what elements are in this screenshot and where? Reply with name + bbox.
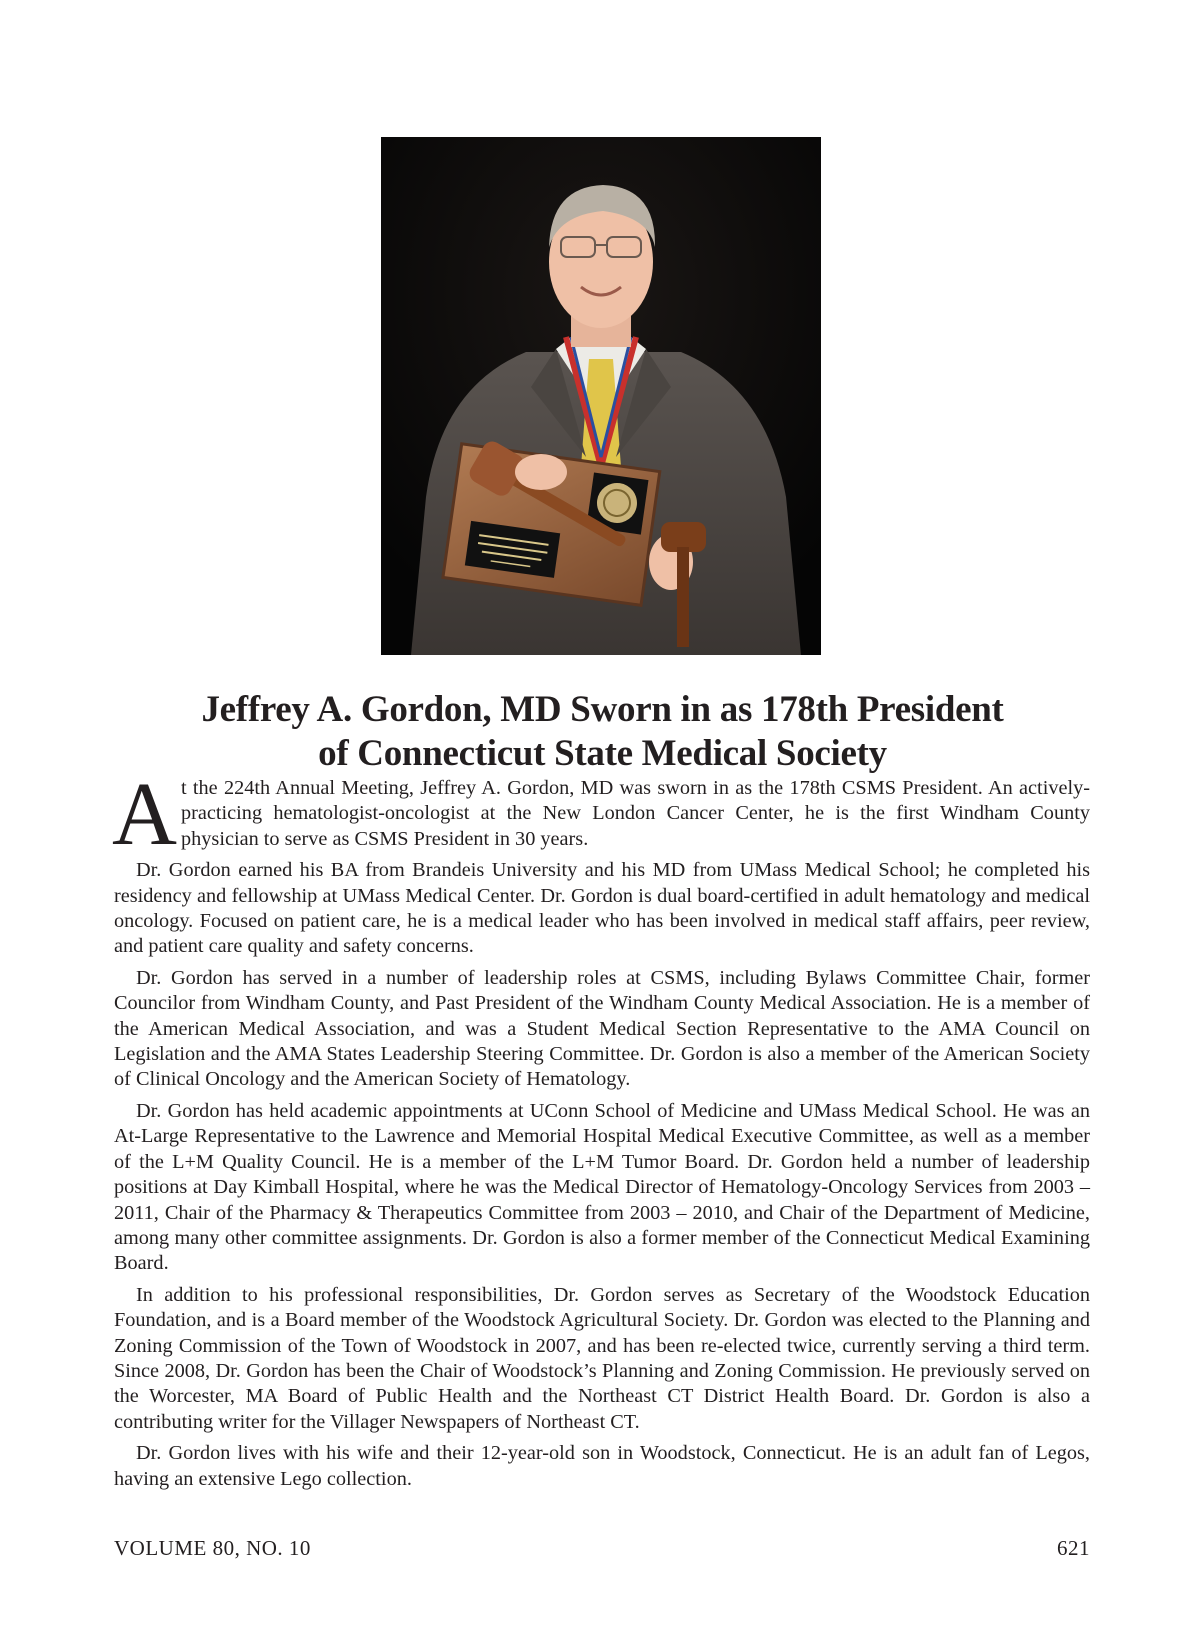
volume-label: VOLUME 80, NO. 10	[114, 1536, 311, 1560]
paragraph: Dr. Gordon earned his BA from Brandeis University and his MD from UMass Medical School; he completed his residency and fellowship at UMass Medical Center. Dr. Gordon is dual board-certified in adult hematology and medical oncology. Focused on patient care, he is a medical leader who has been involved in medical staff affairs, peer review, and patient care quality and safety concerns.	[114, 859, 1090, 958]
drop-cap: A	[112, 765, 177, 864]
paragraph: Dr. Gordon lives with his wife and their 12-year-old son in Woodstock, Connecticut. He is an adult fan of Legos, having an extensive Lego collection.	[114, 1442, 1090, 1490]
lead-text: t the 224th Annual Meeting, Jeffrey A. Gordon, MD was sworn in as the 178th CSMS President. An actively-practicing hematologist-oncologist at the New London Cancer Center, he is the first Windham County physician to serve as CSMS President in 30 years.	[181, 777, 1090, 850]
paragraph: Dr. Gordon has served in a number of leadership roles at CSMS, including Bylaws Committee Chair, former Councilor from Windham County, and Past President of the Windham County Medical Association. He is a member of the American Medical Association, and was a Student Medical Section Representative to the AMA Council on Legislation and the AMA States Leadership Steering Committee. Dr. Gordon is also a member of the American Society of Clinical Oncology and the American Society of Hematology.	[114, 966, 1090, 1091]
lead-paragraph	[112, 765, 1090, 864]
portrait-photo	[381, 137, 821, 655]
page-number: 621	[1057, 1536, 1090, 1560]
paragraph: In addition to his professional responsibilities, Dr. Gordon serves as Secretary of the Woodstock Education Foundation, and is a Board member of the Woodstock Agricultural Society. Dr. Gordon was elected to the Planning and Zoning Commission of the Town of Woodstock in 2007, and has been re-elected twice, currently serving a third term. Since 2008, Dr. Gordon has been the Chair of Woodstock’s Planning and Zoning Commission. He previously served on the Worcester, MA Board of Public Health and the Northeast CT District Health Board. Dr. Gordon is also a contributing writer for the Villager Newspapers of Northeast CT.	[114, 1283, 1090, 1433]
page-footer	[114, 1536, 1090, 1562]
paragraph: Dr. Gordon has held academic appointments at UConn School of Medicine and UMass Medical School. He was an At-Large Representative to the Lawrence and Memorial Hospital Medical Executive Committee, as well as a member of the L+M Quality Council. He is a member of the L+M Tumor Board. Dr. Gordon held a number of leadership positions at Day Kimball Hospital, where he was the Medical Director of Hematology-Oncology Services from 2003 – 2011, Chair of the Pharmacy & Therapeutics Committee from 2003 – 2010, and Chair of the Department of Medicine, among many other committee assignments. Dr. Gordon is also a former member of the Connecticut Medical Examining Board.	[114, 1099, 1090, 1275]
article-headline	[115, 688, 1090, 776]
headline-line-2: of Connecticut State Medical Society	[318, 733, 887, 774]
portrait-illustration	[381, 137, 821, 655]
headline-line-1: Jeffrey A. Gordon, MD Sworn in as 178th President	[201, 689, 1004, 730]
article-body	[112, 765, 1090, 1498]
